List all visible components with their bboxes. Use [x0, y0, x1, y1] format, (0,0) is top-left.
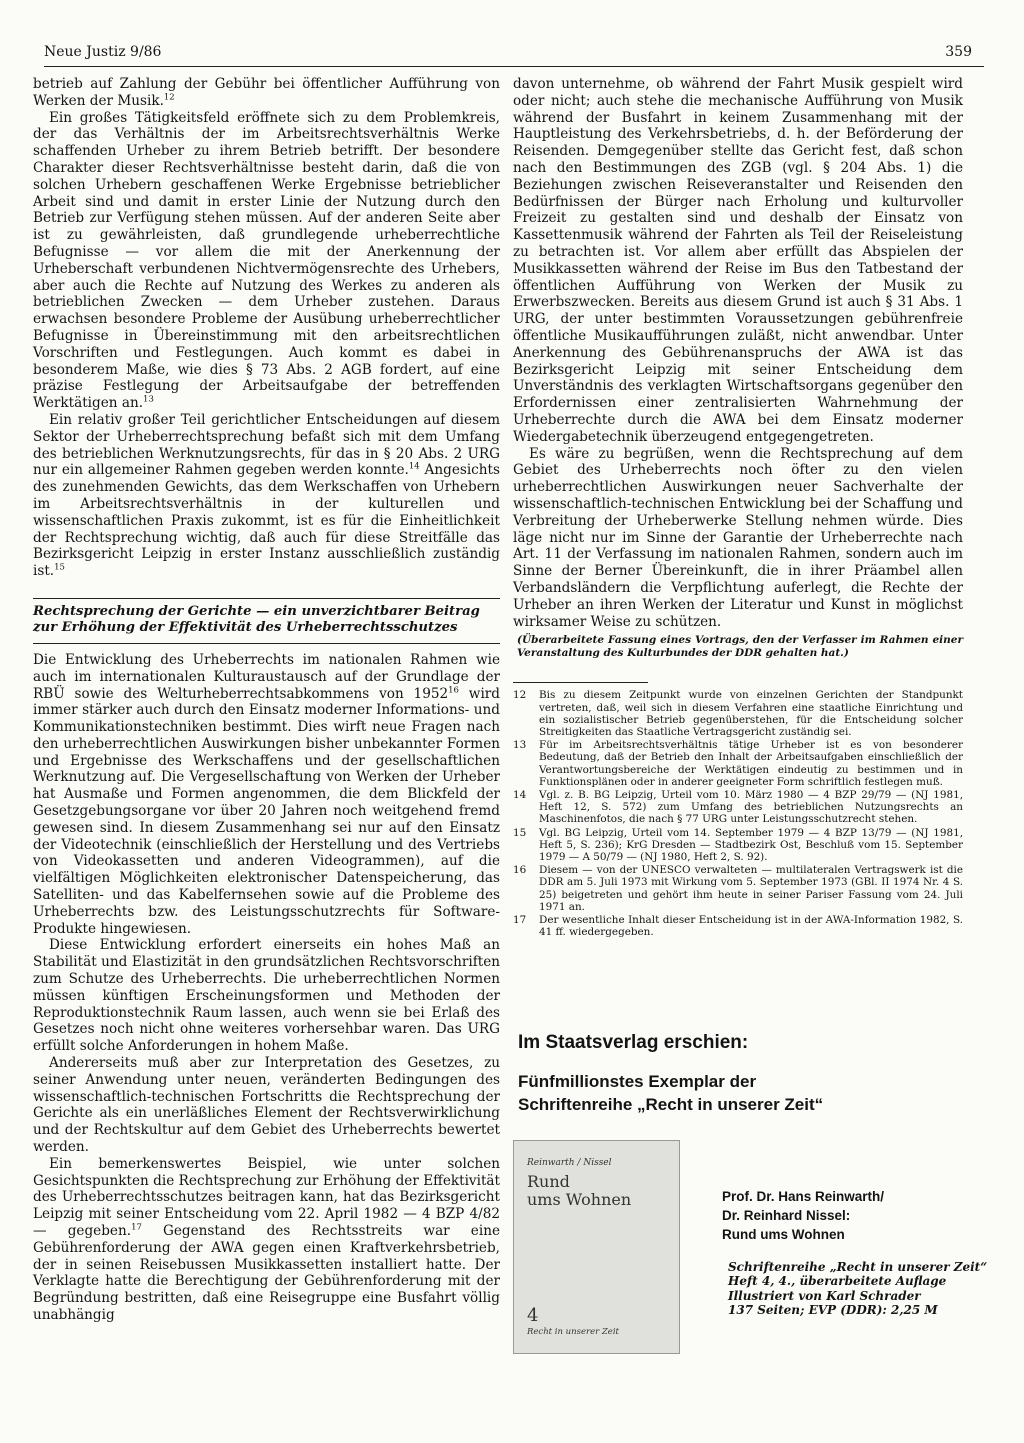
book-title: Rund ums Wohnen	[722, 1227, 845, 1242]
footnote: 16 Diesem — von der UNESCO verwalteten — multilateralen Vertragswerk ist die DDR am 5. Juli 1973 mit Wirkung vom 5. September 1973 (GBl. II 1974 Nr. 4 S. 25) beigetreten und gehört ihm heute in seiner Pariser Fassung vom 24. Juli 1971 an.	[513, 864, 963, 913]
cover-authors: Reinwarth / Nissel	[527, 1158, 612, 1168]
editorial-note: (Überarbeitete Fassung eines Vortrags, den der Verfasser im Rahmen einer Veranstaltung des Kulturbundes der DDR gehalten hat.)	[517, 634, 963, 660]
footnote-rule	[513, 682, 648, 683]
header-rule	[44, 66, 984, 67]
footnote: 14 Vgl. z. B. BG Leipzig, Urteil vom 10. März 1980 — 4 BZP 29/79 — (NJ 1981, Heft 12, S. 572) zum Umfang des betrieblichen Nutzungsrechts an Maschinenfotos, die nach § 77 URG unter Leistungsschutzrecht stehen.	[513, 788, 963, 826]
cover-number: 4	[527, 1305, 539, 1326]
footnote: 17 Der wesentliche Inhalt dieser Entscheidung ist in der AWA-Information 1982, S. 41 ff. wiedergegeben.	[513, 913, 963, 939]
section-heading: Rechtsprechung der Gerichte — ein unverzichtbarer Beitrag zur Erhöhung der Effektivität des Urheberrechtsschutzes	[33, 598, 500, 644]
book-cover	[513, 1140, 680, 1354]
footnote: 13 Für im Arbeitsrechtsverhältnis tätige Urheber ist es von besonderer Bedeutung, daß der Betrieb den Inhalt der Arbeitsaufgaben einschließlich der Verantwortungsbereiche der Werktätigen eindeutig zu bestimmen und in Funktionsplänen oder in anderer geeigneter Form schriftlich festlegen muß.	[513, 739, 963, 788]
footnote-ref: 16	[448, 684, 459, 695]
left-column	[33, 76, 500, 1324]
paragraph: Es wäre zu begrüßen, wenn die Rechtsprechung auf dem Gebiet des Urheberrechts noch öfter zu den vielen urheberrechtlichen Auswirkungen neuer Sachverhalte der wissenschaftlich-technischen Entwicklung bei der Schaffung und Verbreitung der Urheberwerke Stellung nehmen würde. Dies läge nicht nur im Sinne der Garantie der Urheberrechte nach Art. 11 der Verfassung im nationalen Rahmen, sondern auch im Sinne der Berner Übereinkunft, die in ihrer Präambel allen Verbandsländern die Verpflichtung auferlegt, die Rechte der Urheber an ihren Werken der Literatur und Kunst in möglichst wirksamer Weise zu schützen.	[513, 445, 963, 630]
journal-title: Neue Justiz 9/86	[44, 44, 162, 60]
footnote-ref: 13	[143, 394, 154, 405]
footnote-ref: 15	[54, 562, 65, 573]
page-number: 359	[945, 44, 972, 60]
paragraph: betrieb auf Zahlung der Gebühr bei öffentlicher Aufführung von Werken der Musik.$^{12}$	[33, 76, 500, 109]
paragraph: Ein relativ großer Teil gerichtlicher Entscheidungen auf diesem Sektor der Urheberrechtsprechung befaßt sich mit dem Umfang des betrieblichen Werknutzungsrechts, für das in § 20 Abs. 2 URG nur ein allgemeiner Rahmen gegeben werden konnte.$^{14}$ Angesichts des zunehmenden Gewichts, das dem Werkschaffen von Urhebern im Arbeitsrechtsverhältnis in der kulturellen und wissenschaftlichen Praxis zukommt, ist es für die Einheitlichkeit der Rechtsprechung wichtig, daß auch für diese Streitfälle das Bezirksgericht Leipzig in erster Instanz ausschließlich zuständig ist.$^{15}$	[33, 411, 500, 580]
paragraph: Andererseits muß aber zur Interpretation des Gesetzes, zu seiner Anwendung unter neuen, veränderten Bedingungen des wissenschaftlich-technischen Fortschritts die Rechtsprechung der Gerichte als ein unerläßliches Element der Rechtsverwirklichung und der Rechtskultur auf dem Gebiet des Urheberrechts bewertet werden.	[33, 1055, 500, 1156]
footnote-ref: 17	[131, 1222, 142, 1233]
footnote-ref: 14	[408, 461, 420, 472]
paragraph: Die Entwicklung des Urheberrechts im nationalen Rahmen wie auch im internationalen Kulturaustausch auf der Grundlage der RBÜ sowie des Welturheberrechtsabkommens von 1952$^{16}$ wird immer stärker auch durch den Einsatz moderner Informations- und Kommunikationstechniken bestimmt. Dies wirft neue Fragen nach den urheberrechtlichen Auswirkungen bisher unbekannter Formen und Ergebnisse des Werkschaffens und der gesellschaftlichen Werknutzung auf. Die Vergesellschaftung von Werken der Urheber hat Ausmaße und Formen angenommen, die dem Blickfeld der Gesetzgebungsorgane vor über 20 Jahren noch weitgehend fremd gewesen sind. In diesem Zusammenhang sei nur auf den Einsatz der Videotechnik (einschließlich der Herstellung und des Vertriebs von Videokassetten und anderen Videogrammen), auf die vielfältigen Möglichkeiten elektronischer Datenspeicherung, das Satelliten- und das Kabelfernsehen sowie auf die Probleme des Urheberrechts bzw. des Leistungsschutzrechts für Software-Produkte hingewiesen.	[33, 651, 500, 937]
paragraph: davon unternehme, ob während der Fahrt Musik gespielt wird oder nicht; auch stehe die mechanische Aufführung von Musik während der Busfahrt in keinem Zusammenhang mit der Hauptleistung des Verkehrsbetriebs, d. h. der Beförderung der Reisenden. Demgegenüber stellte das Gericht fest, daß schon nach den Bestimmungen des ZGB (vgl. § 204 Abs. 1) die Beziehungen zwischen Reiseveranstalter und Reisenden den Bedürfnissen der Bürger nach Erholung und kulturvoller Freizeit zu gestalten sind und deshalb der Einsatz von Kassettenmusik während der Fahrten als Teil der Reiseleistung zu betrachten ist. Vor allem aber erfüllt das Abspielen der Musikkassetten während der Reise im Bus den Tatbestand der öffentlichen Aufführung von Werken der Musik zu Erwerbszwecken. Bereits aus diesem Grund ist auch § 31 Abs. 1 URG, der unter bestimmten Voraussetzungen gebührenfreie öffentliche Musikaufführungen zuläßt, nicht anwendbar. Unter Anerkennung des Gebührenanspruchs der AWA ist das Bezirksgericht Leipzig mit seiner Entscheidung dem Unverständnis des verklagten Wirtschaftsorgans gegenüber den Erfordernissen einer zentralisierten Wahrnehmung der Urheberrechte durch die AWA bei dem Einsatz moderner Wiedergabetechnik überzeugend entgegengetreten.	[513, 76, 963, 445]
cover-series: Recht in unserer Zeit	[527, 1327, 619, 1337]
paragraph: Ein großes Tätigkeitsfeld eröffnete sich zu dem Problemkreis, der das Verhältnis der im Arbeitsrechtsverhältnis Werke schaffenden Urheber zu ihrem Betrieb betrifft. Der besondere Charakter dieser Rechtsverhältnisse besteht darin, daß die von solchen Urhebern geschaffenen Werke Ergebnisse betrieblicher Arbeit sind und damit in erster Linie der Nutzung durch den Betrieb zur Verfügung stehen müssen. Auf der anderen Seite aber ist zu gewährleisten, daß grundlegende urheberrechtliche Befugnisse — vor allem die mit der Anerkennung der Urheberschaft verbundenen Nichtvermögensrechte des Urhebers, aber auch die Rechte auf Nutzung des Werkes zu anderen als betrieblichen Zwecken — dem Urheber zustehen. Daraus erwachsen besondere Probleme der Ausübung urheberrechtlicher Befugnisse in Übereinstimmung mit den arbeitsrechtlichen Vorschriften und Festlegungen. Auch kommt es dabei in besonderem Maße, wie dies § 73 Abs. 2 AGB fordert, auf eine präzise Festlegung der Arbeitsaufgabe der betreffenden Werktätigen an.$^{13}$	[33, 109, 500, 412]
advert-heading: Im Staatsverlag erschien:	[518, 1032, 749, 1053]
footnote-ref: 12	[163, 92, 175, 103]
paragraph: Ein bemerkenswertes Beispiel, wie unter solchen Gesichtspunkten die Rechtsprechung zur Erhöhung der Effektivität des Urheberrechtsschutzes beitragen kann, hat das Bezirksgericht Leipzig mit seiner Entscheidung vom 22. April 1982 — 4 BZP 4/82 — gegeben.$^{17}$ Gegenstand des Rechtsstreits war eine Gebührenforderung der AWA gegen einen Kraftverkehrsbetrieb, der in seinen Reisebussen Musikkassetten installiert hatte. Der Verklagte hatte die Berechtigung der Gebührenforderung mit der Begründung bestritten, daß eine Reisegruppe eine Busfahrt völlig unabhängig	[33, 1155, 500, 1323]
right-column	[513, 76, 963, 939]
footnote: 15 Vgl. BG Leipzig, Urteil vom 14. September 1979 — 4 BZP 13/79 — (NJ 1981, Heft 5, S. 236); KrG Dresden — Stadtbezirk Ost, Beschluß vom 15. September 1979 — A 50/79 — (NJ 1980, Heft 2, S. 92).	[513, 826, 963, 863]
book-authors: Prof. Dr. Hans Reinwarth/ Dr. Reinhard Nissel: Rund ums Wohnen	[722, 1189, 885, 1242]
cover-title: Rund ums Wohnen	[527, 1172, 632, 1209]
footnote: 12 Bis zu diesem Zeitpunkt wurde von einzelnen Gerichten der Standpunkt vertreten, daß, weil sich in diesem Verfahren eine staatliche Einrichtung und ein sozialistischer Betrieb gegenüberstehen, für die Entscheidung solcher Streitigkeiten das Staatliche Vertragsgericht zuständig sei.	[513, 689, 963, 738]
paragraph: Diese Entwicklung erfordert einerseits ein hohes Maß an Stabilität und Elastizität in den grundsätzlichen Rechtsvorschriften zum Schutze des Urheberrechts. Die urheberrechtlichen Normen müssen künftigen Erscheinungsformen und Methoden der Reproduktionstechnik Raum lassen, auch wenn sie bei Erlaß des Gesetzes noch nicht ohne weiteres vorhersehbar waren. Das URG erfüllt solche Anforderungen in hohem Maße.	[33, 937, 500, 1055]
advert-title: Fünfmillionstes Exemplar der Schriftenreihe „Recht in unserer Zeit“	[518, 1072, 824, 1114]
book-details: Schriftenreihe „Recht in unserer Zeit“ Heft 4, 4., überarbeitete Auflage Illustriert von Karl Schrader 137 Seiten; EVP (DDR): 2,25 M	[728, 1260, 988, 1317]
